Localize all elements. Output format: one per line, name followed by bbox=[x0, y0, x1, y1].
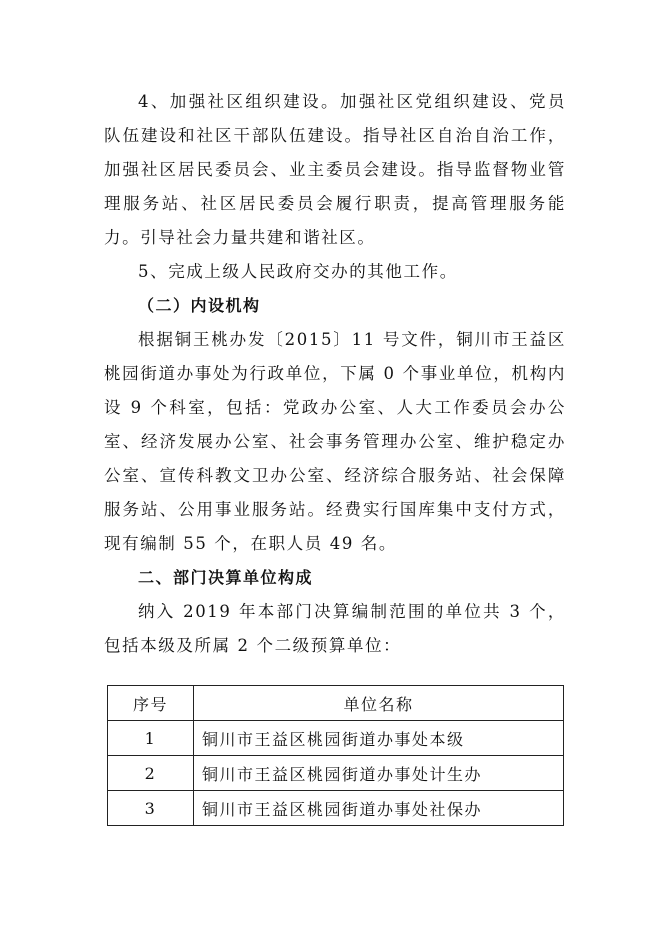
internal-structure-paragraph: 根据铜王桃办发〔2015〕11 号文件，铜川市王益区桃园街道办事处为行政单位，下属 0 个事业单位，机构内设 9 个科室，包括：党政办公室、人大工作委员会办公室、经济发展办公室、社会事务管理办公室、维护稳定办公室、宣传科教文卫办公室、经济综合服务站、社会保障服务站、公用事业服务站。经费实行国库集中支付方式，现有编制 55 个，在职人员 49 名。 bbox=[104, 330, 566, 553]
units-table bbox=[107, 685, 564, 826]
duty-4-paragraph: 4、加强社区组织建设。加强社区党组织建设、党员队伍建设和社区干部队伍建设。指导社区自治自治工作，加强社区居民委员会、业主委员会建设。指导监督物业管理服务站、社区居民委员会履行职责，提高管理服务能力。引导社会力量共建和谐社区。 bbox=[104, 92, 566, 247]
internal-structure-heading: （二）内设机构 bbox=[138, 296, 261, 315]
table-row bbox=[108, 721, 564, 756]
row-unit-name: 铜川市王益区桃园街道办事处计生办 bbox=[194, 756, 564, 791]
duty-5-paragraph: 5、完成上级人民政府交办的其他工作。 bbox=[138, 262, 458, 281]
table-header-row bbox=[108, 686, 564, 721]
row-index: 1 bbox=[108, 721, 194, 756]
row-unit-name: 铜川市王益区桃园街道办事处社保办 bbox=[194, 791, 564, 826]
unit-composition-heading: 二、部门决算单位构成 bbox=[138, 568, 314, 587]
row-unit-name: 铜川市王益区桃园街道办事处本级 bbox=[194, 721, 564, 756]
unit-composition-paragraph: 纳入 2019 年本部门决算编制范围的单位共 3 个，包括本级及所属 2 个二级预算单位： bbox=[104, 602, 566, 655]
table-row bbox=[108, 756, 564, 791]
header-unit-name: 单位名称 bbox=[194, 686, 564, 721]
row-index: 3 bbox=[108, 791, 194, 826]
header-index: 序号 bbox=[108, 686, 194, 721]
table-row bbox=[108, 791, 564, 826]
row-index: 2 bbox=[108, 756, 194, 791]
